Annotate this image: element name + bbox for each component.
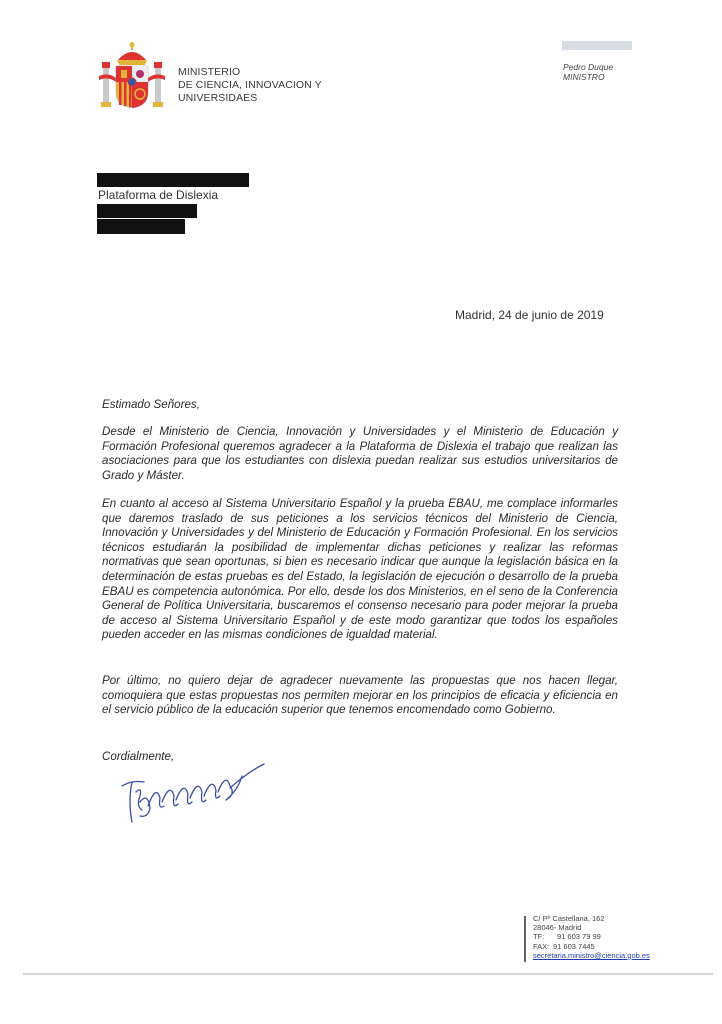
body-paragraph: En cuanto al acceso al Sistema Universitario Español y la prueba EBAU, me complace informarles que daremos traslado de sus peticiones a los servicios técnicos del Ministerio de Ciencia, Innovación y Universidades y del Ministerio de Educación y Formación Profesional. En los servicios técnicos estudiarán la posibilidad de implementar dichas peticiones y realizar las reformas normativas que sean oportunas, si bien es necesario indicar que aunque la legislación básica en la determinación de estas pruebas es del Estado, la legislación de ejecución o desarrollo de la prueba EBAU es competencia autonómica. Por ello, desde los dos Ministerios, en el seno de la Conferencia General de Política Universitaria, buscaremos el consenso necesario para poder mejorar la prueba de acceso al Sistema Universitario Español y de este modo garantizar que todos los españoles pueden acceder en las mismas condiciones de igualdad material. <box>102 497 618 642</box>
address-street: C/ Pº Castellana, 162 <box>533 914 605 923</box>
ministry-name <box>178 66 322 105</box>
signer-name: Pedro Duque <box>563 62 614 72</box>
phone-label: TF: <box>533 932 545 942</box>
signer-block <box>563 62 613 82</box>
ministry-line: DE CIENCIA, INNOVACION Y <box>178 79 322 91</box>
letter-date: Madrid, 24 de junio de 2019 <box>455 308 604 322</box>
fax-value: 91 603 7445 <box>553 941 595 951</box>
redaction-bar <box>97 219 185 234</box>
body-paragraph: Por último, no quiero dejar de agradecer nuevamente las propuestas que nos hacen llegar, comoquiera que estas propuestas nos permiten mejorar en los principios de eficacia y eficiencia en el servicio público de la educación superior que tenemos encomendado como Gobierno. <box>102 674 618 717</box>
footer-divider <box>23 973 713 975</box>
fax-row <box>533 942 650 951</box>
recipient-organization: Plataforma de Dislexia <box>98 188 219 202</box>
handwritten-signature <box>118 762 268 830</box>
address-city: 28046- Madrid <box>533 923 582 933</box>
redaction-bar <box>97 204 197 218</box>
phone-row <box>533 932 650 941</box>
fax-label: FAX: <box>533 941 550 951</box>
redaction-bar <box>97 173 249 187</box>
closing: Cordialmente, <box>102 750 175 763</box>
signer-title: MINISTRO <box>563 72 605 82</box>
body-paragraph: Desde el Ministerio de Ciencia, Innovación y Universidades y el Ministerio de Educación y Formación Profesional queremos agradecer a la Plataforma de Dislexia el trabajo que realizan las asociaciones para que los estudiantes con dislexia puedan realizar sus estudios universitarios de Grado y Máster. <box>102 425 618 482</box>
ministry-line: MINISTERIO <box>178 66 241 78</box>
address-divider <box>524 916 526 962</box>
ministry-line: UNIVERSIDAES <box>178 92 258 104</box>
address-block <box>533 914 650 960</box>
redaction-bar <box>562 41 632 50</box>
email-link[interactable]: secretaria.ministro@ciencia.gob.es <box>533 950 650 960</box>
phone-value: 91 603 79 99 <box>557 932 601 942</box>
coat-of-arms-logo <box>98 40 166 112</box>
greeting: Estimado Señores, <box>102 398 200 411</box>
